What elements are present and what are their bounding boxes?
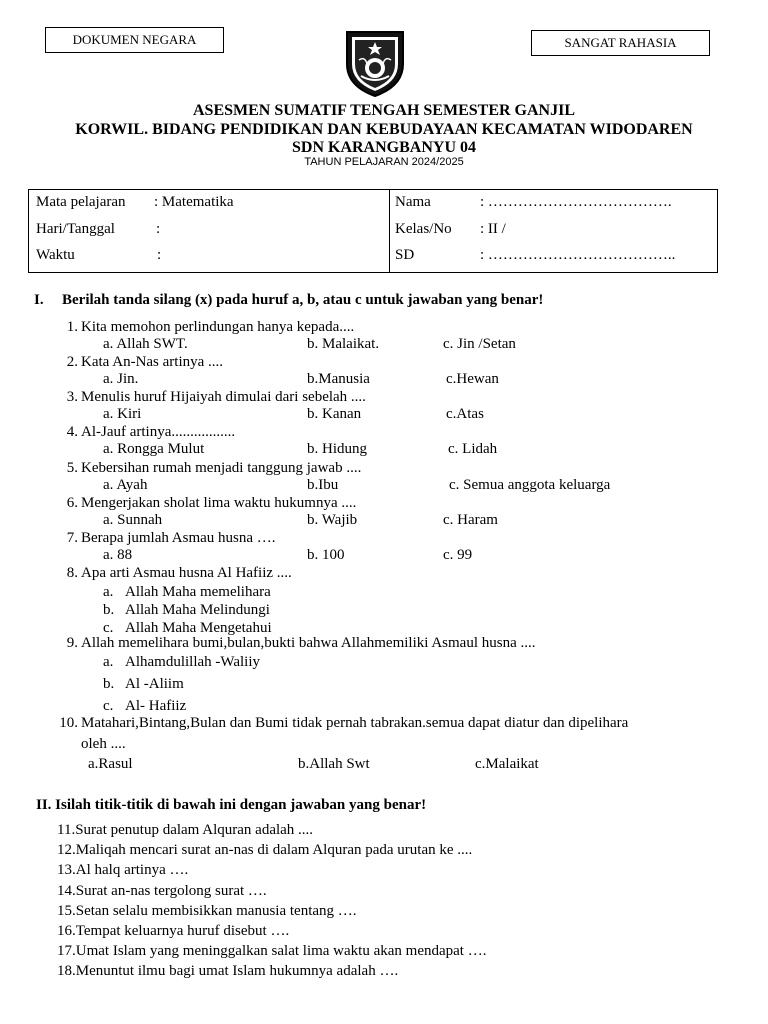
question-number: 17. <box>57 943 76 960</box>
class-label: Kelas/No <box>395 221 452 237</box>
question-number: 5. <box>66 460 78 476</box>
question-text: Matahari,Bintang,Bulan dan Bumi tidak pernah tabrakan.semua dapat diatur dan dipelihara <box>81 715 629 731</box>
question-text: Allah memelihara bumi,bulan,bukti bahwa Allahmemiliki Asmaul husna .... <box>81 635 536 651</box>
question-text: Umat Islam yang meninggalkan salat lima waktu akan mendapat …. <box>75 943 487 960</box>
option-text: Al- Hafiiz <box>125 698 187 714</box>
question-2 <box>54 353 223 371</box>
question-text: Setan selalu membisikkan manusia tentang …. <box>75 902 357 919</box>
option-text: Allah Maha Mengetahui <box>125 620 272 636</box>
question-text: Maliqah mencari surat an-nas di dalam Alquran pada urutan ke .... <box>75 842 473 859</box>
answer-option-b[interactable]: b. Malaikat. <box>307 336 380 352</box>
option-letter: b. <box>103 602 115 618</box>
answer-option-c[interactable]: c.Hewan <box>446 371 499 387</box>
exam-title: ASESMEN SUMATIF TENGAH SEMESTER GANJIL <box>193 102 575 119</box>
option-letter: b. <box>103 676 115 692</box>
section-2-title: II. Isilah titik-titik di bawah ini dengan jawaban yang benar! <box>36 797 427 813</box>
question-16 <box>57 922 289 940</box>
question-9 <box>54 634 536 652</box>
school-field[interactable]: : ……………………………….. <box>480 247 676 263</box>
question-17 <box>57 942 486 960</box>
question-number: 10. <box>59 715 78 731</box>
answer-option-c[interactable]: c. Lidah <box>448 441 498 457</box>
question-text: Surat penutup dalam Alquran adalah .... <box>75 822 314 838</box>
institution-name: KORWIL. BIDANG PENDIDIKAN DAN KEBUDAYAAN KECAMATAN WIDODAREN <box>75 121 693 138</box>
question-number: 2. <box>66 354 78 370</box>
question-text: Kita memohon perlindungan hanya kepada.... <box>81 319 355 335</box>
answer-option-a[interactable]: a. Sunnah <box>103 512 163 528</box>
question-number: 1. <box>66 319 78 335</box>
subject-label: Mata pelajaran <box>36 194 126 210</box>
name-field[interactable]: : ………………………………. <box>480 194 672 210</box>
option-text: Allah Maha memelihara <box>125 584 271 600</box>
question-number: 13. <box>57 862 76 879</box>
question-text: Al-Jauf artinya................. <box>81 424 236 440</box>
answer-option-a[interactable]: a. Ayah <box>103 477 148 493</box>
question-number: 4. <box>66 424 78 440</box>
answer-option-a[interactable]: a. Jin. <box>103 371 139 387</box>
question-4 <box>54 423 235 441</box>
question-5 <box>54 459 361 477</box>
question-number: 3. <box>66 389 78 405</box>
document-label-left: DOKUMEN NEGARA <box>45 27 224 53</box>
subject-value: : Matematika <box>154 194 234 210</box>
school-name: SDN KARANGBANYU 04 <box>291 139 476 156</box>
question-15 <box>57 902 357 920</box>
answer-option-b[interactable] <box>103 601 270 619</box>
answer-option-a[interactable] <box>103 653 260 671</box>
question-number: 18. <box>57 963 76 980</box>
option-letter: a. <box>103 654 114 670</box>
academic-year: TAHUN PELAJARAN 2024/2025 <box>304 156 464 168</box>
answer-option-c[interactable]: c.Malaikat <box>475 756 539 772</box>
question-number: 9. <box>66 635 78 651</box>
question-number: 11. <box>57 822 76 838</box>
question-number: 6. <box>66 495 78 511</box>
section-1-roman: I. <box>34 292 44 308</box>
answer-option-b[interactable]: b. Hidung <box>307 441 367 457</box>
answer-option-b[interactable]: b. 100 <box>307 547 345 563</box>
school-label: SD <box>395 247 415 263</box>
answer-option-b[interactable]: b. Kanan <box>307 406 362 422</box>
date-label: Hari/Tanggal <box>36 221 115 237</box>
answer-option-c[interactable]: c. Semua anggota keluarga <box>449 477 611 493</box>
class-field[interactable]: : II / <box>480 221 506 237</box>
question-text: Kata An-Nas artinya .... <box>81 354 224 370</box>
question-number: 12. <box>57 842 76 859</box>
date-value: : <box>156 221 161 237</box>
question-11 <box>57 821 313 839</box>
answer-option-b[interactable]: b. Wajib <box>307 512 358 528</box>
question-number: 16. <box>57 923 76 939</box>
answer-option-a[interactable] <box>103 583 271 601</box>
answer-option-a[interactable]: a. 88 <box>103 547 133 563</box>
question-7 <box>54 529 276 547</box>
question-number: 7. <box>66 530 78 546</box>
answer-option-a[interactable]: a. Kiri <box>103 406 142 422</box>
question-1 <box>54 318 354 336</box>
question-number: 14. <box>57 882 76 899</box>
question-text-continued: oleh .... <box>81 736 126 752</box>
question-text: Menuntut ilmu bagi umat Islam hukumnya adalah …. <box>75 963 399 980</box>
option-text: Al -Aliim <box>125 676 184 692</box>
answer-option-c[interactable]: c. Haram <box>443 512 498 528</box>
section-1-title: Berilah tanda silang (x) pada huruf a, b, atau c untuk jawaban yang benar! <box>62 292 544 308</box>
regency-crest-shield-icon <box>343 26 407 98</box>
question-text: Berapa jumlah Asmau husna …. <box>81 530 276 546</box>
answer-option-b[interactable]: b.Ibu <box>307 477 339 493</box>
question-6 <box>54 494 356 512</box>
student-info-box <box>28 189 718 273</box>
question-text: Al halq artinya …. <box>75 862 189 879</box>
question-text: Apa arti Asmau husna Al Hafiiz .... <box>81 565 292 581</box>
answer-option-a[interactable]: a.Rasul <box>88 756 133 772</box>
answer-option-c[interactable]: c.Atas <box>446 406 484 422</box>
option-letter: c. <box>103 620 114 636</box>
info-divider <box>389 190 390 272</box>
question-13 <box>57 861 188 879</box>
option-text: Alhamdulillah -Waliiy <box>125 654 261 670</box>
answer-option-b[interactable]: b.Allah Swt <box>298 756 370 772</box>
document-label-right: SANGAT RAHASIA <box>531 30 710 56</box>
question-3 <box>54 388 366 406</box>
answer-option-b[interactable] <box>103 675 184 693</box>
question-text: Tempat keluarnya huruf disebut …. <box>75 923 290 939</box>
option-text: Allah Maha Melindungi <box>125 602 270 618</box>
question-number: 8. <box>66 565 78 581</box>
question-12 <box>57 841 472 859</box>
question-text: Mengerjakan sholat lima waktu hukumnya .... <box>81 495 357 511</box>
answer-option-a[interactable]: a. Rongga Mulut <box>103 441 205 457</box>
question-number: 15. <box>57 902 76 919</box>
option-letter: c. <box>103 698 114 714</box>
time-label: Waktu <box>36 247 75 263</box>
time-value: : <box>157 247 162 263</box>
option-letter: a. <box>103 584 114 600</box>
answer-option-c[interactable]: c. Jin /Setan <box>443 336 516 352</box>
question-18 <box>57 962 398 980</box>
question-8 <box>54 564 292 582</box>
question-text: Kebersihan rumah menjadi tanggung jawab .... <box>81 460 362 476</box>
question-text: Menulis huruf Hijaiyah dimulai dari sebelah .... <box>81 389 366 405</box>
name-label: Nama <box>395 194 431 210</box>
answer-option-c[interactable] <box>103 697 186 715</box>
answer-option-a[interactable]: a. Allah SWT. <box>103 336 188 352</box>
question-14 <box>57 882 267 900</box>
question-text: Surat an-nas tergolong surat …. <box>75 882 267 899</box>
answer-option-b[interactable]: b.Manusia <box>307 371 370 387</box>
question-10 <box>54 714 628 732</box>
answer-option-c[interactable]: c. 99 <box>443 547 473 563</box>
